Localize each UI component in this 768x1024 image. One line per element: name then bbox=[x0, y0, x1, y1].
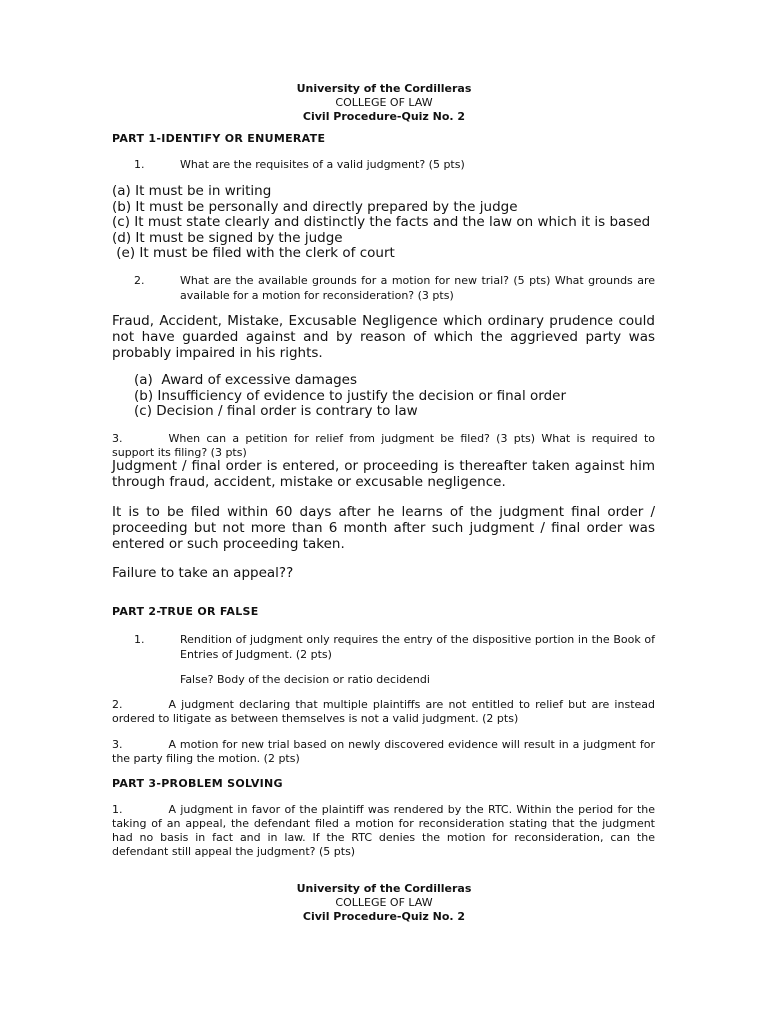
answer-item: (c) It must state clearly and distinctly the facts and the law on which it is based bbox=[112, 214, 651, 230]
answer-item: (a) It must be in writing bbox=[112, 183, 272, 199]
part3-q1-text: A judgment in favor of the plaintiff was rendered by the RTC. Within the period for the taking of an appeal, the defendant filed a motion for reconsideration stating that the judgment had no basis in fact and in law. If the RTC denies the motion for reconsideration, can the defendant still appeal the judgment? (5 pts) bbox=[112, 803, 655, 858]
part1-q3-answer1: Judgment / final order is entered, or proceeding is thereafter taken against him through fraud, accident, mistake or excusable negligence. bbox=[112, 458, 655, 490]
part1-q2-answer-list bbox=[134, 373, 566, 420]
part1-q2-answer-paragraph: Fraud, Accident, Mistake, Excusable Negligence which ordinary prudence could not have guarded against and by reason of which the aggrieved party was probably impaired in his rights. bbox=[112, 313, 655, 361]
part2-q2-question bbox=[112, 698, 655, 726]
part2-q1-number: 1. bbox=[134, 633, 145, 646]
answer-item: (d) It must be signed by the judge bbox=[112, 229, 343, 246]
answer-item: (e) It must be filed with the clerk of court bbox=[112, 245, 395, 261]
part1-q1-text: What are the requisites of a valid judgment? (5 pts) bbox=[180, 158, 465, 171]
part1-q3-answer2: It is to be filed within 60 days after he learns of the judgment final order / proceeding but not more than 6 month after such judgment / final order was entered or such proceeding taken. bbox=[112, 504, 655, 552]
document-header-top bbox=[0, 82, 768, 124]
part2-q2-number: 2. bbox=[112, 698, 123, 711]
college-name: COLLEGE OF LAW bbox=[335, 96, 433, 109]
part1-q2-text: What are the available grounds for a motion for new trial? (5 pts) What grounds are available for a motion for reconsideration? (3 pts) bbox=[180, 274, 655, 302]
part2-q1-text: Rendition of judgment only requires the entry of the dispositive portion in the Book of Entries of Judgment. (2 pts) bbox=[180, 633, 655, 661]
part1-q3-answer3: Failure to take an appeal?? bbox=[112, 565, 294, 581]
answer-item: (a) Award of excessive damages bbox=[134, 372, 357, 388]
part3-q1-question bbox=[112, 803, 655, 859]
part1-q3-text: When can a petition for relief from judgment be filed? (3 pts) What is required to support its filing? (3 pts) bbox=[112, 432, 655, 459]
part3-title: PART 3-PROBLEM SOLVING bbox=[112, 777, 283, 790]
part2-q3-question bbox=[112, 738, 655, 766]
part1-q3-number: 3. bbox=[112, 432, 123, 445]
part1-title: PART 1-IDENTIFY OR ENUMERATE bbox=[112, 132, 326, 145]
part2-q3-text: A motion for new trial based on newly discovered evidence will result in a judgment for the party filing the motion. (2 pts) bbox=[112, 738, 655, 765]
part1-q1-number: 1. bbox=[134, 158, 145, 171]
part2-q2-text: A judgment declaring that multiple plaintiffs are not entitled to relief but are instead ordered to litigate as between themselves is not a valid judgment. (2 pts) bbox=[112, 698, 655, 725]
part3-q1-number: 1. bbox=[112, 803, 123, 816]
part1-q2-number: 2. bbox=[134, 274, 145, 287]
quiz-title: Civil Procedure-Quiz No. 2 bbox=[302, 110, 466, 123]
part2-title: PART 2-TRUE OR FALSE bbox=[112, 605, 259, 618]
document-header-bottom bbox=[0, 882, 768, 924]
answer-item: (b) It must be personally and directly prepared by the judge bbox=[112, 198, 518, 215]
quiz-title: Civil Procedure-Quiz No. 2 bbox=[302, 910, 466, 923]
answer-item: (b) Insufficiency of evidence to justify the decision or final order bbox=[134, 387, 566, 404]
part1-q1-answer-list bbox=[112, 184, 650, 262]
university-name: University of the Cordilleras bbox=[296, 82, 472, 95]
college-name: COLLEGE OF LAW bbox=[335, 896, 433, 909]
part2-q3-number: 3. bbox=[112, 738, 123, 751]
answer-item: (c) Decision / final order is contrary to law bbox=[134, 403, 418, 419]
university-name: University of the Cordilleras bbox=[296, 882, 472, 895]
part1-q3-question bbox=[112, 432, 655, 460]
part2-q1-answer: False? Body of the decision or ratio decidendi bbox=[180, 673, 430, 686]
